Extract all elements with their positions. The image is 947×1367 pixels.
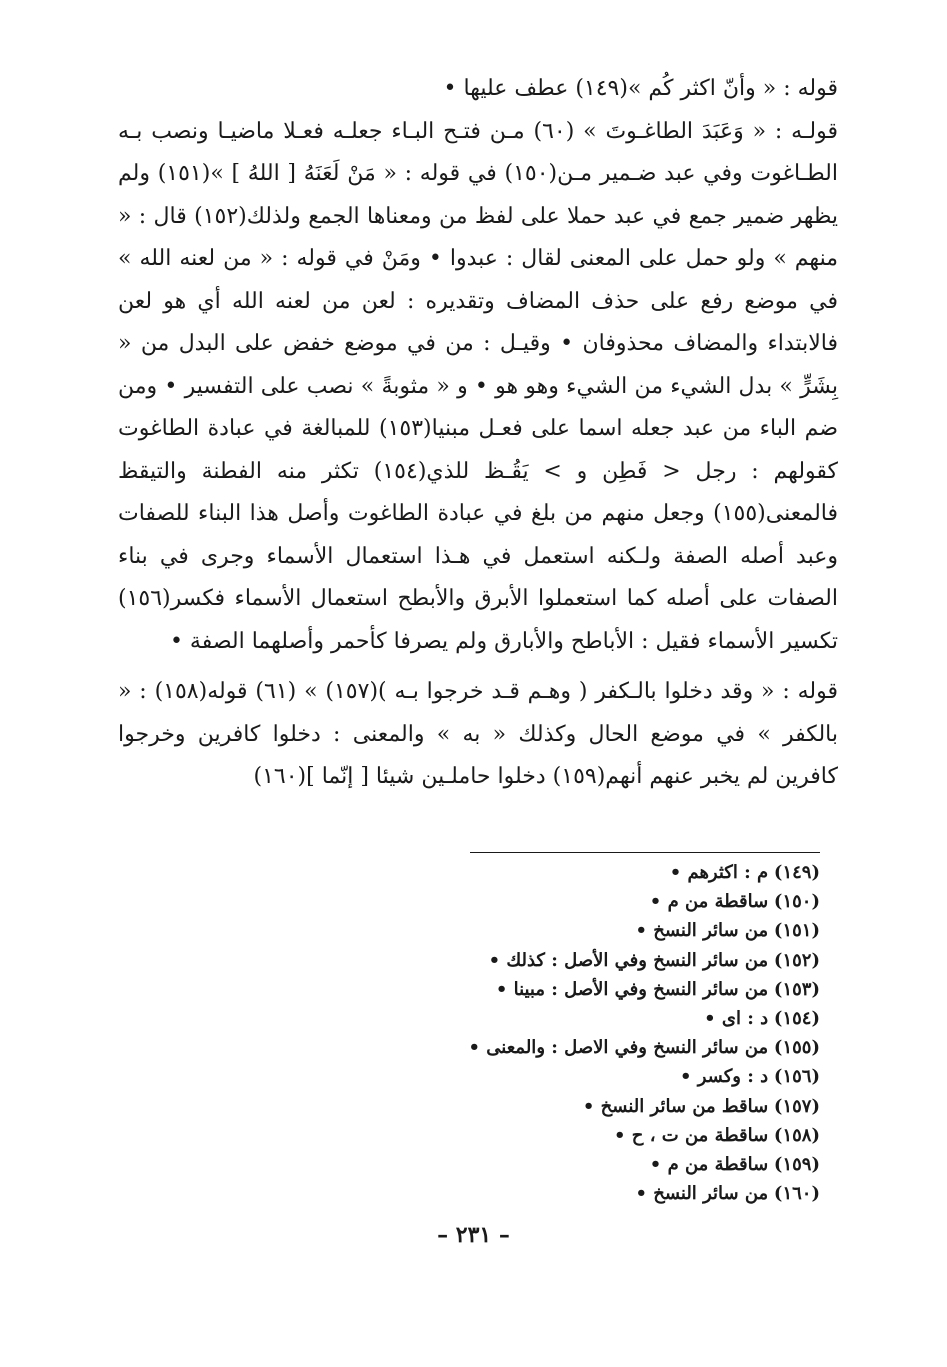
footnote-text: د : اى • — [704, 1008, 769, 1030]
footnote-text: م : اكثرهم • — [669, 862, 769, 883]
footnote-number: (١٥٣) — [773, 978, 820, 1000]
paragraph-1: قوله : « وأنّ اكثر كُم »(١٤٩) عطف عليها • — [443, 76, 838, 101]
footnote-text: من سائر النسخ وفي الاصل : والمعنى • — [468, 1037, 769, 1059]
footnote-number: (١٥٨) — [773, 1124, 820, 1146]
footnote-number: (١٥٧) — [773, 1095, 820, 1117]
footnote-item — [300, 916, 820, 945]
footnote-number: (١٥٢) — [773, 949, 820, 971]
footnote-item — [300, 1092, 820, 1121]
footnote-text: ساقط من سائر النسخ • — [582, 1095, 769, 1117]
footnote-item — [300, 1062, 820, 1091]
paragraph-2: قولـه : « وَعَبَدَ الطاغـوتَ » (٦٠) مـن فتـح البـاء جعلـه فعـلا ماضيـا ونصب بـه الطـاغوت وفي عبد ضـمير مـن(١٥٠) في قوله : « مَنْ لَعَنَهُ [ اللهُ ] »(١٥١) ولم يظهر ضمير جمع في عبد حملا على لفظ من ومعناها الجمع ولذلك(١٥٢) قال : « منهم » ولو حمل على المعنى لقال : عبدوا • ومَنْ في قوله : « من لعنه الله » في موضع رفع على حذف المضاف وتقديره : لعن من لعنه الله أي هو لعن فالابتداء والمضاف محذوفان • وقيـل : من في موضع خفض على البدل من « بِشَرٍّ » بدل الشيء من الشيء وهو هو • و « مثوبةً » نصب على التفسير • ومن ضم الباء من عبد جعله اسما على فعـل مبنيا(١٥٣) للمبالغة في عبادة الطاغوت كقولهم : رجل < فَطِن و > يَقُـظ للذي(١٥٤) تكثر منه الفطنة والتيقظ فالمعنى(١٥٥) وجعل منهم من بلغ في عبادة الطاغوت وأصل هذا البناء للصفات وعبد أصله الصفة ولـكنه استعمل في هـذا استعمال الأسماء وجرى في بناء الصفات على أصله كما استعملوا الأبرق والأبطح استعمال الأسماء فكسر(١٥٦) تكسير الأسماء فقيل : الأباطح والأبارق ولم يصرفا كأحمر وأصلهما الصفة • — [118, 118, 839, 654]
footnote-number: (١٦٠) — [773, 1183, 820, 1205]
footnote-item — [300, 1179, 820, 1208]
footnote-item — [300, 946, 820, 975]
footnote-text: من سائر النسخ وفي الأصل : كذلك • — [488, 949, 769, 971]
footnote-text: ساقطة من م • — [649, 1154, 769, 1176]
footnote-number: (١٥١) — [773, 920, 820, 942]
footnote-item — [300, 1150, 820, 1179]
footnote-text: ساقطة من م • — [649, 891, 769, 913]
main-text — [118, 68, 838, 799]
paragraph-3: قوله : « وقد دخلوا بالـكفر ( وهـم قـد خرجوا بـه )(١٥٧) » (٦١) قوله(١٥٨) : « بالكفر » في موضع الحال وكذلك « به » والمعنى : دخلوا كافرين وخرجوا كافرين لم يخبر عنهم أنهم(١٥٩) دخلوا حاملـين شيئا [ إنّما ](١٦٠) — [118, 679, 838, 789]
footnote-item — [300, 858, 820, 887]
page-number: – ٢٣١ – — [437, 1222, 510, 1248]
footnote-number: (١٥٥) — [773, 1037, 820, 1059]
footnote-separator — [470, 852, 820, 853]
footnote-item — [300, 1033, 820, 1062]
footnote-item — [300, 975, 820, 1004]
footnote-text: د : وكسر • — [679, 1066, 769, 1088]
footnote-number: (١٥٩) — [773, 1154, 820, 1176]
footnote-text: ساقطة من ت ، ح • — [614, 1124, 769, 1146]
footnote-text: من سائر النسخ • — [635, 1183, 769, 1205]
footnote-item — [300, 1121, 820, 1150]
footnote-number: (١٤٩) — [773, 862, 820, 883]
footnote-text: من سائر النسخ • — [635, 920, 769, 942]
footnote-text: من سائر النسخ وفي الأصل : مبينا • — [495, 978, 769, 1000]
footnote-number: (١٥٠) — [773, 891, 820, 913]
footnote-number: (١٥٤) — [773, 1008, 820, 1030]
footnotes-list — [300, 858, 820, 1208]
footnote-item — [300, 887, 820, 916]
footnote-number: (١٥٦) — [773, 1066, 820, 1088]
footnote-item — [300, 1004, 820, 1033]
